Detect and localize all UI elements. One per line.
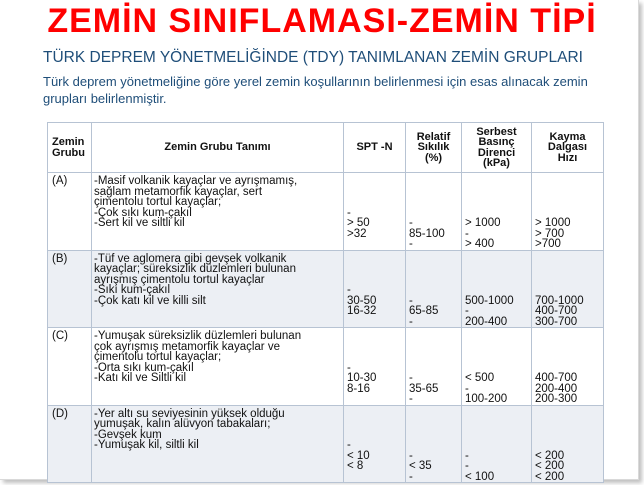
cell-relatif-sikilik-line: -	[409, 393, 413, 405]
cell-zemin-grubu: (B)	[48, 250, 92, 328]
cell-relatif-sikilik-line: -	[409, 449, 413, 462]
cell-serbest-basinc-line	[465, 275, 529, 286]
cell-relatif-sikilik-line	[409, 419, 459, 430]
cell-kayma-hizi-line: < 200	[535, 449, 565, 462]
cell-serbest-basinc-line: > 1000	[465, 217, 501, 229]
table-row	[48, 250, 604, 328]
cell-tanim-line: çimentolu tortul kayaçlar;	[94, 351, 222, 363]
cell-serbest-basinc-line: 100-200	[465, 393, 508, 405]
cell-tanim-line: -Çok katı kil ve killi silt	[94, 294, 206, 307]
cell-kayma-hizi-line	[535, 440, 601, 451]
cell-kayma-hizi-line: 200-400	[535, 382, 578, 395]
cell-relatif-sikilik	[406, 405, 462, 483]
cell-relatif-sikilik-line	[409, 430, 459, 441]
cell-serbest-basinc-line	[465, 264, 529, 275]
header-zemin-grubu-tanimi: Zemin Grubu Tanımı	[92, 123, 344, 173]
cell-kayma-hizi-line	[535, 264, 601, 275]
cell-kayma-hizi-line: 200-300	[535, 393, 578, 405]
cell-serbest-basinc	[462, 405, 532, 483]
cell-relatif-sikilik-line	[409, 440, 459, 451]
cell-tanim	[92, 250, 344, 328]
cell-kayma-hizi-line	[535, 352, 601, 363]
cell-zemin-grubu: (A)	[48, 173, 92, 251]
cell-relatif-sikilik-line	[409, 187, 459, 198]
cell-serbest-basinc-line	[465, 197, 529, 208]
cell-relatif-sikilik-line: -	[409, 470, 413, 483]
cell-tanim-line: -Tüf ve aglomera gibi gevşek volkanik	[94, 252, 287, 265]
cell-kayma-hizi-line	[535, 430, 601, 441]
cell-spt-n-line: 30-50	[347, 294, 377, 307]
cell-spt-n	[344, 250, 406, 328]
cell-spt-n-line	[347, 176, 403, 187]
cell-serbest-basinc-line: -	[465, 382, 469, 395]
cell-relatif-sikilik-line	[409, 352, 459, 363]
cell-serbest-basinc	[462, 328, 532, 406]
cell-spt-n-line	[347, 187, 403, 198]
cell-relatif-sikilik-line	[409, 264, 459, 275]
cell-kayma-hizi-line: > 700	[535, 227, 565, 240]
cell-serbest-basinc-line	[465, 342, 529, 353]
cell-spt-n-line: >32	[347, 227, 367, 240]
header-relatif-sikilik: Relatif Sıkılık (%)	[406, 123, 462, 173]
cell-serbest-basinc-line	[465, 285, 529, 296]
cell-spt-n-line: 10-30	[347, 372, 377, 384]
cell-kayma-hizi-line	[535, 197, 601, 208]
cell-relatif-sikilik-line	[409, 342, 459, 353]
cell-spt-n-line: -	[347, 361, 351, 374]
cell-kayma-hizi-line: 400-700	[535, 305, 578, 317]
cell-kayma-hizi	[532, 173, 604, 251]
cell-relatif-sikilik-line	[409, 331, 459, 342]
header-spt-n: SPT -N	[344, 123, 406, 173]
cell-kayma-hizi-line: > 1000	[535, 217, 571, 229]
intro-paragraph: Türk deprem yönetmeliğine göre yerel zemin koşullarının belirlenmesi için esas alınacak zemin grupları belirlenmiştir.	[43, 74, 588, 106]
cell-tanim-line: -Masif volkanik kayaçlar ve ayrışmamış,	[94, 175, 298, 187]
cell-relatif-sikilik-line: -	[409, 217, 413, 229]
cell-tanim	[92, 405, 344, 483]
cell-kayma-hizi-line	[535, 187, 601, 198]
cell-spt-n-line: 8-16	[347, 382, 371, 395]
table-row	[48, 173, 604, 251]
cell-serbest-basinc-line	[465, 352, 529, 363]
cell-tanim-line: -Orta sıkı kum-çakıl	[94, 361, 194, 374]
cell-tanim	[92, 328, 344, 406]
cell-relatif-sikilik-line: 85-100	[409, 227, 445, 240]
soil-group-table	[47, 122, 604, 483]
cell-spt-n	[344, 405, 406, 483]
cell-spt-n-line	[347, 409, 403, 420]
cell-relatif-sikilik-line: < 35	[409, 460, 432, 472]
cell-kayma-hizi-line	[535, 342, 601, 353]
cell-tanim-line: yumuşak, kalın alüvyon tabakaları;	[94, 418, 271, 430]
cell-serbest-basinc-line	[465, 176, 529, 187]
table-header-row	[48, 123, 604, 173]
cell-relatif-sikilik-line: 35-65	[409, 382, 439, 395]
cell-serbest-basinc	[462, 173, 532, 251]
cell-tanim	[92, 173, 344, 251]
cell-relatif-sikilik	[406, 173, 462, 251]
cell-relatif-sikilik-line	[409, 363, 459, 374]
cell-kayma-hizi-line	[535, 275, 601, 286]
cell-kayma-hizi	[532, 405, 604, 483]
cell-tanim-line: -Gevşek kum	[94, 428, 162, 441]
slide-subtitle: TÜRK DEPREM YÖNETMELİĞİNDE (TDY) TANIMLANAN ZEMİN GRUPLARI	[43, 49, 583, 66]
cell-relatif-sikilik-line	[409, 275, 459, 286]
cell-tanim-line: -Sert kil ve siltli kil	[94, 217, 185, 229]
cell-kayma-hizi-line	[535, 176, 601, 187]
cell-tanim-line: -Yumuşak süreksizlik düzlemleri bulunan	[94, 330, 302, 342]
cell-tanim-line: -Yer altı su seviyesinin yüksek olduğu	[94, 407, 285, 420]
cell-tanim-line: ayrışmış çimentolu tortul kayaçlar	[94, 273, 265, 286]
cell-spt-n-line	[347, 331, 403, 342]
cell-tanim-line: -Çok sıkı kum-çakıl	[94, 206, 192, 219]
cell-kayma-hizi-line	[535, 331, 601, 342]
cell-relatif-sikilik-line: -	[409, 238, 413, 250]
cell-serbest-basinc-line	[465, 419, 529, 430]
cell-spt-n-line	[347, 342, 403, 353]
cell-relatif-sikilik-line	[409, 176, 459, 187]
cell-spt-n	[344, 173, 406, 251]
cell-relatif-sikilik-line	[409, 208, 459, 219]
cell-serbest-basinc-line	[465, 331, 529, 342]
header-kayma-dalgasi-hizi: Kayma Dalgası Hızı	[532, 123, 604, 173]
cell-relatif-sikilik-line	[409, 197, 459, 208]
slide-title: ZEMİN SINIFLAMASI-ZEMİN TİPİ	[47, 2, 597, 40]
cell-serbest-basinc	[462, 250, 532, 328]
cell-serbest-basinc-line: -	[465, 305, 469, 317]
header-serbest-basinc-direnci: Serbest Basınç Direnci (kPa)	[462, 123, 532, 173]
cell-tanim-line: -Yumuşak kil, siltli kil	[94, 439, 199, 451]
cell-tanim-line: çimentolu tortul kayaçlar;	[94, 196, 222, 208]
cell-tanim-line: -Katı kil ve Siltli kil	[94, 372, 187, 384]
cell-kayma-hizi-line	[535, 254, 601, 265]
cell-serbest-basinc-line: -	[465, 449, 469, 462]
table-row	[48, 328, 604, 406]
cell-kayma-hizi-line	[535, 285, 601, 296]
cell-relatif-sikilik-line: -	[409, 315, 413, 328]
cell-serbest-basinc-line	[465, 440, 529, 451]
cell-spt-n	[344, 328, 406, 406]
cell-serbest-basinc-line	[465, 430, 529, 441]
cell-spt-n-line: -	[347, 206, 351, 219]
cell-kayma-hizi-line: >700	[535, 238, 561, 250]
table-row	[48, 405, 604, 483]
cell-serbest-basinc-line: < 500	[465, 372, 495, 384]
cell-relatif-sikilik-line: 65-85	[409, 305, 439, 317]
cell-spt-n-line: > 50	[347, 217, 370, 229]
cell-spt-n-line: 16-32	[347, 305, 377, 317]
cell-relatif-sikilik-line	[409, 285, 459, 296]
cell-spt-n-line: < 8	[347, 460, 364, 472]
cell-kayma-hizi	[532, 328, 604, 406]
cell-tanim-line: -Sıkı kum-çakıl	[94, 284, 171, 296]
cell-serbest-basinc-line	[465, 187, 529, 198]
cell-serbest-basinc-line: 500-1000	[465, 294, 514, 307]
cell-spt-n-line	[347, 275, 403, 286]
cell-serbest-basinc-line: > 400	[465, 238, 495, 250]
cell-zemin-grubu: (D)	[48, 405, 92, 483]
cell-kayma-hizi-line	[535, 409, 601, 420]
cell-spt-n-line: -	[347, 439, 351, 451]
cell-serbest-basinc-line: < 100	[465, 470, 495, 483]
cell-tanim-line: kayaçlar; süreksizlik düzlemleri bulunan	[94, 263, 296, 275]
soil-group-table-container	[47, 122, 603, 483]
cell-relatif-sikilik	[406, 250, 462, 328]
cell-serbest-basinc-line	[465, 409, 529, 420]
cell-spt-n-line	[347, 419, 403, 430]
cell-relatif-sikilik-line	[409, 254, 459, 265]
cell-serbest-basinc-line: -	[465, 227, 469, 240]
cell-relatif-sikilik-line: -	[409, 294, 413, 307]
cell-zemin-grubu: (C)	[48, 328, 92, 406]
cell-kayma-hizi-line: 300-700	[535, 315, 578, 328]
cell-kayma-hizi	[532, 250, 604, 328]
cell-tanim-line: sağlam metamorfik kayaçlar, sert	[94, 185, 263, 198]
cell-tanim-line: çok ayrışmış metamorfik kayaçlar ve	[94, 340, 280, 353]
cell-serbest-basinc-line	[465, 254, 529, 265]
cell-serbest-basinc-line: 200-400	[465, 315, 508, 328]
header-zemin-grubu: Zemin Grubu	[48, 123, 92, 173]
cell-kayma-hizi-line: 700-1000	[535, 294, 584, 307]
cell-relatif-sikilik-line	[409, 409, 459, 420]
cell-kayma-hizi-line: 400-700	[535, 372, 578, 384]
cell-spt-n-line	[347, 352, 403, 363]
cell-relatif-sikilik-line: -	[409, 372, 413, 384]
cell-spt-n-line: < 10	[347, 449, 370, 462]
cell-serbest-basinc-line: -	[465, 460, 469, 472]
cell-spt-n-line	[347, 264, 403, 275]
table-body	[48, 173, 604, 483]
cell-kayma-hizi-line: < 200	[535, 470, 565, 483]
cell-spt-n-line: -	[347, 284, 351, 296]
cell-kayma-hizi-line: < 200	[535, 460, 565, 472]
cell-relatif-sikilik	[406, 328, 462, 406]
cell-spt-n-line	[347, 254, 403, 265]
cell-kayma-hizi-line	[535, 419, 601, 430]
cell-spt-n-line	[347, 197, 403, 208]
cell-spt-n-line	[347, 430, 403, 441]
